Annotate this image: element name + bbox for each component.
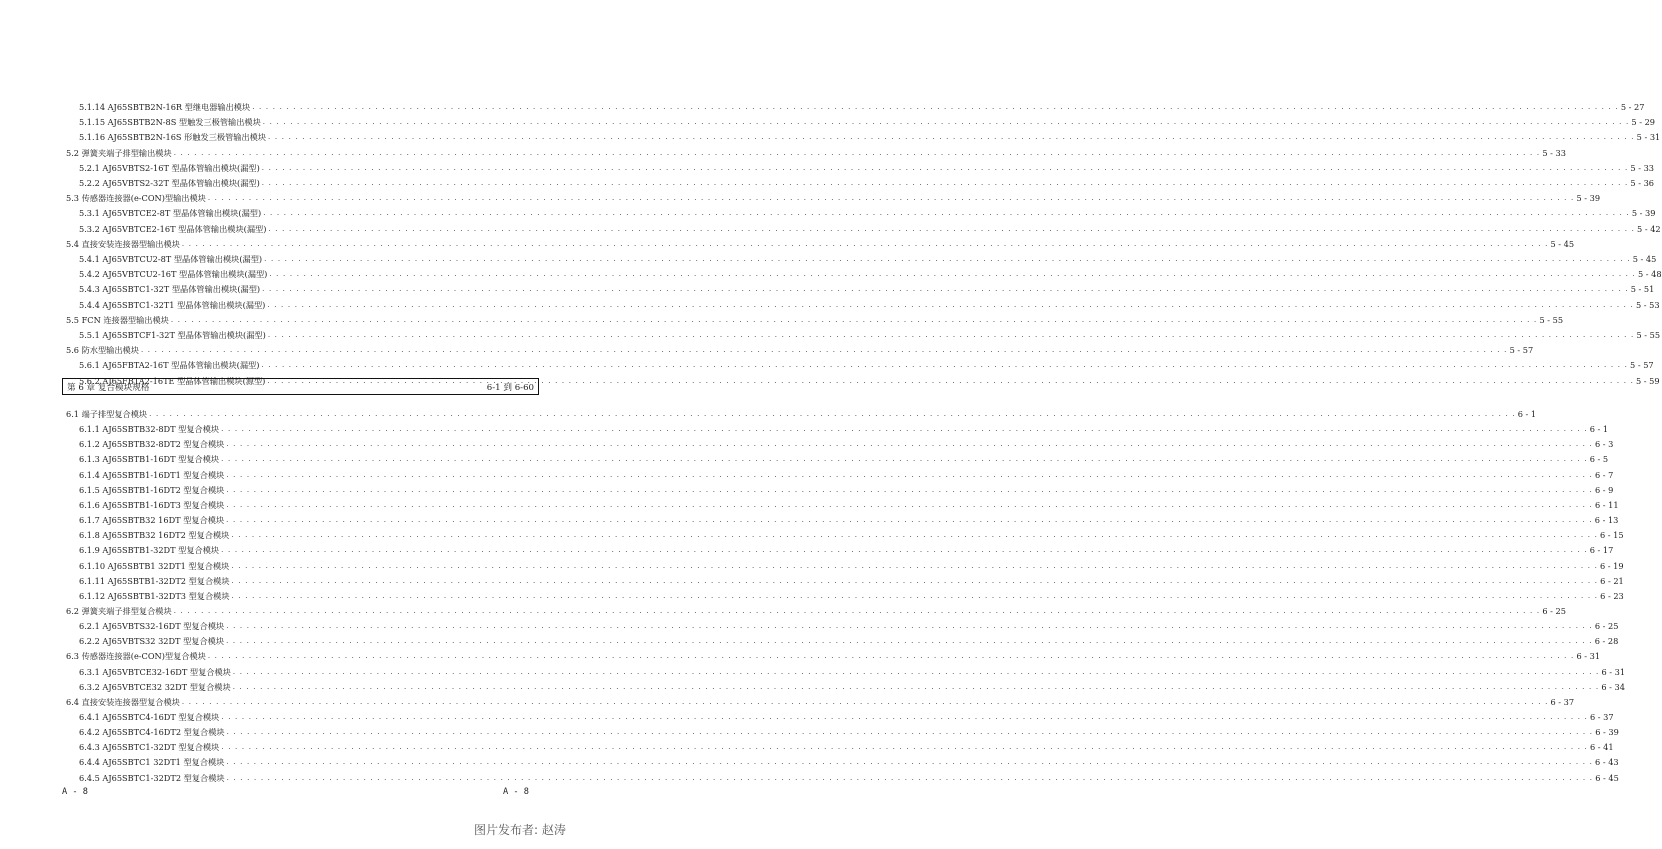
toc-entry[interactable] bbox=[79, 468, 1614, 482]
toc-entry-label: 5.4 直接安装连接器型输出模块 bbox=[66, 238, 180, 249]
dot-leader: . . . . . . . . . . . . . . . . . . . . . . . . . . . . . . . . . . . . . . . . . . . . . . . . . . . . . . . . . . . . . . . . . . . . . . . . . . . . . . . . . . . . . . . . . . . . . . . . . . . . . . . . . . . . . . . . . . . . . . . . . . . . . . . . . . . . . . . . . . . . . . . . . . . . . . . . . . . . . . . . . . . . . . . . . . . . . . . . . . . . . . . . . . . . . . . . . . . . . . . . bbox=[268, 133, 1635, 142]
toc-entry-page: 5 - 39 bbox=[1631, 208, 1656, 219]
dot-leader: . . . . . . . . . . . . . . . . . . . . . . . . . . . . . . . . . . . . . . . . . . . . . . . . . . . . . . . . . . . . . . . . . . . . . . . . . . . . . . . . . . . . . . . . . . . . . . . . . . . . . . . . . . . . . . . . . . . . . . . . . . . . . . . . . . . . . . . . . . . . . . . . . . . . . . . . . . . . . . . . . . . . . . . . . . . . . . . . . . . . . . . . . . . . . . . . . . . . . . . . bbox=[261, 361, 1629, 370]
toc-entry-label: 6.1.7 AJ65SBTB32 16DT 型复合模块 bbox=[79, 515, 225, 526]
toc-entry[interactable] bbox=[79, 528, 1624, 542]
dot-leader: . . . . . . . . . . . . . . . . . . . . . . . . . . . . . . . . . . . . . . . . . . . . . . . . . . . . . . . . . . . . . . . . . . . . . . . . . . . . . . . . . . . . . . . . . . . . . . . . . . . . . . . . . . . . . . . . . . . . . . . . . . . . . . . . . . . . . . . . . . . . . . . . . . . . . . . . . . . . . . . . . . . . . . . . . . . . . . . . . . . . . . . . . . . . . . . . . . . . . . . . bbox=[226, 440, 1593, 449]
dot-leader: . . . . . . . . . . . . . . . . . . . . . . . . . . . . . . . . . . . . . . . . . . . . . . . . . . . . . . . . . . . . . . . . . . . . . . . . . . . . . . . . . . . . . . . . . . . . . . . . . . . . . . . . . . . . . . . . . . . . . . . . . . . . . . . . . . . . . . . . . . . . . . . . . . . . . . . . . . . . . . . . . . . . . . . . . . . . . . . . . . . . . . . . . . . . . . . . . . . . . . . . bbox=[231, 576, 1599, 585]
dot-leader: . . . . . . . . . . . . . . . . . . . . . . . . . . . . . . . . . . . . . . . . . . . . . . . . . . . . . . . . . . . . . . . . . . . . . . . . . . . . . . . . . . . . . . . . . . . . . . . . . . . . . . . . . . . . . . . . . . . . . . . . . . . . . . . . . . . . . . . . . . . . . . . . . . . . . . . . . . . . . . . . . . . . . . . . . . . . . . . . . . . . . . . . . . . . . . . . . . . . . . . . bbox=[232, 667, 1600, 676]
toc-entry-label: 5.3.1 AJ65VBTCE2-8T 型晶体管输出模块(漏型) bbox=[79, 208, 262, 219]
dot-leader: . . . . . . . . . . . . . . . . . . . . . . . . . . . . . . . . . . . . . . . . . . . . . . . . . . . . . . . . . . . . . . . . . . . . . . . . . . . . . . . . . . . . . . . . . . . . . . . . . . . . . . . . . . . . . . . . . . . . . . . . . . . . . . . . . . . . . . . . . . . . . . . . . . . . . . . . . . . . . . . . . . . . . . . . . . . . . . . . . . . . . . . . . . . . . . . . . . . . . . . . bbox=[207, 194, 1575, 203]
toc-entry-label: 5.2 弹簧夹端子排型输出模块 bbox=[66, 147, 172, 158]
chapter-6-heading bbox=[62, 378, 539, 395]
page-number-left: A - 8 bbox=[62, 787, 88, 797]
toc-entry-label: 6.1.8 AJ65SBTB32 16DT2 型复合模块 bbox=[79, 530, 230, 541]
toc-entry[interactable] bbox=[66, 313, 1564, 327]
toc-entry-page: 5 - 48 bbox=[1637, 269, 1662, 280]
toc-entry[interactable] bbox=[79, 559, 1624, 573]
toc-entry-label: 6.1.11 AJ65SBTB1-32DT2 型复合模块 bbox=[79, 575, 230, 586]
toc-entry-page: 6 - 41 bbox=[1589, 742, 1614, 753]
toc-entry-label: 6.4.1 AJ65SBTC4-16DT 型复合模块 bbox=[79, 712, 220, 722]
toc-entry-label: 6.1.9 AJ65SBTB1-32DT 型复合模块 bbox=[79, 545, 220, 556]
toc-entry[interactable] bbox=[79, 634, 1619, 648]
toc-entry-page: 6 - 25 bbox=[1594, 621, 1619, 632]
toc-entry[interactable] bbox=[79, 437, 1614, 451]
dot-leader: . . . . . . . . . . . . . . . . . . . . . . . . . . . . . . . . . . . . . . . . . . . . . . . . . . . . . . . . . . . . . . . . . . . . . . . . . . . . . . . . . . . . . . . . . . . . . . . . . . . . . . . . . . . . . . . . . . . . . . . . . . . . . . . . . . . . . . . . . . . . . . . . . . . . . . . . . . . . . . . . . . . . . . . . . . . . . . . . . . . . . . . . . . . . . . . . . . . . . . . . bbox=[252, 103, 1619, 111]
dot-leader: . . . . . . . . . . . . . . . . . . . . . . . . . . . . . . . . . . . . . . . . . . . . . . . . . . . . . . . . . . . . . . . . . . . . . . . . . . . . . . . . . . . . . . . . . . . . . . . . . . . . . . . . . . . . . . . . . . . . . . . . . . . . . . . . . . . . . . . . . . . . . . . . . . . . . . . . . . . . . . . . . . . . . . . . . . . . . . . . . . . . . . . . . . . . . . . . . . . . . . . . bbox=[221, 743, 1588, 752]
toc-entry[interactable] bbox=[79, 665, 1626, 679]
toc-entry-label: 6.3.2 AJ65VBTCE32 32DT 型复合模块 bbox=[79, 681, 231, 692]
toc-entry[interactable] bbox=[79, 282, 1655, 296]
toc-entry-label: 5.1.16 AJ65SBTB2N-16S 形触发三极管输出模块 bbox=[79, 132, 267, 143]
toc-entry-page: 6 - 34 bbox=[1601, 681, 1625, 692]
toc-entry-page: 5 - 45 bbox=[1550, 238, 1575, 249]
dot-leader: . . . . . . . . . . . . . . . . . . . . . . . . . . . . . . . . . . . . . . . . . . . . . . . . . . . . . . . . . . . . . . . . . . . . . . . . . . . . . . . . . . . . . . . . . . . . . . . . . . . . . . . . . . . . . . . . . . . . . . . . . . . . . . . . . . . . . . . . . . . . . . . . . . . . . . . . . . . . . . . . . . . . . . . . . . . . . . . . . . . . . . . . . . . . . . . . . . . . . . . . bbox=[140, 346, 1508, 355]
toc-entry-label: 6.4.3 AJ65SBTC1-32DT 型复合模块 bbox=[79, 742, 220, 753]
toc-entry-label: 6.1.5 AJ65SBTB1-16DT2 型复合模块 bbox=[79, 484, 225, 495]
toc-entry-label: 6.1 端子排型复合模块 bbox=[66, 409, 148, 419]
dot-leader: . . . . . . . . . . . . . . . . . . . . . . . . . . . . . . . . . . . . . . . . . . . . . . . . . . . . . . . . . . . . . . . . . . . . . . . . . . . . . . . . . . . . . . . . . . . . . . . . . . . . . . . . . . . . . . . . . . . . . . . . . . . . . . . . . . . . . . . . . . . . . . . . . . . . . . . . . . . . . . . . . . . . . . . . . . . . . . . . . . . . . . . . . . . . . . . . . . . . . . . . bbox=[173, 606, 1541, 615]
toc-entry[interactable] bbox=[79, 589, 1624, 603]
toc-entry-page: 5 - 59 bbox=[1636, 375, 1660, 386]
toc-entry[interactable] bbox=[79, 498, 1619, 512]
toc-entry[interactable] bbox=[79, 206, 1656, 220]
toc-entry-page: 5 - 33 bbox=[1630, 162, 1655, 173]
toc-entry-page: 6 - 17 bbox=[1589, 545, 1614, 556]
toc-entry-label: 5.4.4 AJ65SBTC1-32T1 型晶体管输出模块(漏型) bbox=[79, 299, 266, 310]
toc-entry-label: 6.1.10 AJ65SBTB1 32DT1 型复合模块 bbox=[79, 560, 230, 571]
dot-leader: . . . . . . . . . . . . . . . . . . . . . . . . . . . . . . . . . . . . . . . . . . . . . . . . . . . . . . . . . . . . . . . . . . . . . . . . . . . . . . . . . . . . . . . . . . . . . . . . . . . . . . . . . . . . . . . . . . . . . . . . . . . . . . . . . . . . . . . . . . . . . . . . . . . . . . . . . . . . . . . . . . . . . . . . . . . . . . . . . . . . . . . . . . . . . . . . . . . . . . . . bbox=[263, 209, 1630, 218]
toc-entry-label: 6.1.12 AJ65SBTB1-32DT3 型复合模块 bbox=[79, 590, 230, 601]
toc-entry[interactable] bbox=[79, 710, 1614, 724]
dot-leader: . . . . . . . . . . . . . . . . . . . . . . . . . . . . . . . . . . . . . . . . . . . . . . . . . . . . . . . . . . . . . . . . . . . . . . . . . . . . . . . . . . . . . . . . . . . . . . . . . . . . . . . . . . . . . . . . . . . . . . . . . . . . . . . . . . . . . . . . . . . . . . . . . . . . . . . . . . . . . . . . . . . . . . . . . . . . . . . . . . . . . . . . . . . . . . . . . . . . . . . . bbox=[232, 682, 1600, 691]
toc-entry-page: 6 - 7 bbox=[1594, 469, 1614, 480]
toc-entry-page: 5 - 55 bbox=[1636, 330, 1661, 340]
toc-entry-label: 6.1.4 AJ65SBTB1-16DT1 型复合模块 bbox=[79, 469, 225, 480]
dot-leader: . . . . . . . . . . . . . . . . . . . . . . . . . . . . . . . . . . . . . . . . . . . . . . . . . . . . . . . . . . . . . . . . . . . . . . . . . . . . . . . . . . . . . . . . . . . . . . . . . . . . . . . . . . . . . . . . . . . . . . . . . . . . . . . . . . . . . . . . . . . . . . . . . . . . . . . . . . . . . . . . . . . . . . . . . . . . . . . . . . . . . . . . . . . . . . . . . . . . . . . . bbox=[226, 470, 1593, 479]
dot-leader: . . . . . . . . . . . . . . . . . . . . . . . . . . . . . . . . . . . . . . . . . . . . . . . . . . . . . . . . . . . . . . . . . . . . . . . . . . . . . . . . . . . . . . . . . . . . . . . . . . . . . . . . . . . . . . . . . . . . . . . . . . . . . . . . . . . . . . . . . . . . . . . . . . . . . . . . . . . . . . . . . . . . . . . . . . . . . . . . . . . . . . . . . . . . . . . . . . . . . . . . bbox=[181, 239, 1549, 248]
toc-entry-page: 6 - 28 bbox=[1594, 636, 1619, 647]
toc-entry-label: 5.2.1 AJ65VBTS2-16T 型晶体管输出模块(漏型) bbox=[79, 162, 260, 173]
toc-entry[interactable] bbox=[79, 298, 1660, 312]
dot-leader: . . . . . . . . . . . . . . . . . . . . . . . . . . . . . . . . . . . . . . . . . . . . . . . . . . . . . . . . . . . . . . . . . . . . . . . . . . . . . . . . . . . . . . . . . . . . . . . . . . . . . . . . . . . . . . . . . . . . . . . . . . . . . . . . . . . . . . . . . . . . . . . . . . . . . . . . . . . . . . . . . . . . . . . . . . . . . . . . . . . . . . . . . . . . . . . . . . . . . . . . bbox=[262, 285, 1629, 294]
toc-entry-label: 5.3 传感器连接器(e-CON)型输出模块 bbox=[66, 193, 206, 204]
toc-entry-page: 5 - 39 bbox=[1576, 193, 1601, 204]
chapter-title: 第 6 章 复合模块规格 bbox=[67, 382, 150, 393]
toc-entry-label: 6.2.1 AJ65VBTS32-16DT 型复合模块 bbox=[79, 621, 225, 632]
dot-leader: . . . . . . . . . . . . . . . . . . . . . . . . . . . . . . . . . . . . . . . . . . . . . . . . . . . . . . . . . . . . . . . . . . . . . . . . . . . . . . . . . . . . . . . . . . . . . . . . . . . . . . . . . . . . . . . . . . . . . . . . . . . . . . . . . . . . . . . . . . . . . . . . . . . . . . . . . . . . . . . . . . . . . . . . . . . . . . . . . . . . . . . . . . . . . . . . . . . . . . . . bbox=[231, 561, 1598, 570]
toc-entry-label: 5.6.2 AJ65FBTA2-16TE 型晶体管输出模块(源型) bbox=[79, 375, 266, 386]
dot-leader: . . . . . . . . . . . . . . . . . . . . . . . . . . . . . . . . . . . . . . . . . . . . . . . . . . . . . . . . . . . . . . . . . . . . . . . . . . . . . . . . . . . . . . . . . . . . . . . . . . . . . . . . . . . . . . . . . . . . . . . . . . . . . . . . . . . . . . . . . . . . . . . . . . . . . . . . . . . . . . . . . . . . . . . . . . . . . . . . . . . . . . . . . . . . . . . . . . . . . . . . bbox=[226, 637, 1593, 646]
toc-entry-page: 5 - 57 bbox=[1630, 360, 1654, 371]
toc-entry[interactable] bbox=[79, 680, 1625, 694]
toc-entry-label: 6.2.2 AJ65VBTS32 32DT 型复合模块 bbox=[79, 636, 225, 647]
toc-entry[interactable] bbox=[79, 574, 1624, 588]
toc-entry[interactable] bbox=[79, 755, 1619, 769]
toc-entry[interactable] bbox=[79, 358, 1654, 372]
toc-entry[interactable] bbox=[79, 422, 1609, 436]
dot-leader: . . . . . . . . . . . . . . . . . . . . . . . . . . . . . . . . . . . . . . . . . . . . . . . . . . . . . . . . . . . . . . . . . . . . . . . . . . . . . . . . . . . . . . . . . . . . . . . . . . . . . . . . . . . . . . . . . . . . . . . . . . . . . . . . . . . . . . . . . . . . . . . . . . . . . . . . . . . . . . . . . . . . . . . . . . . . . . . . . . . . . . . . . . . . . . . . . . . . . . . . bbox=[264, 255, 1631, 263]
toc-entry[interactable] bbox=[66, 343, 1534, 357]
dot-leader: . . . . . . . . . . . . . . . . . . . . . . . . . . . . . . . . . . . . . . . . . . . . . . . . . . . . . . . . . . . . . . . . . . . . . . . . . . . . . . . . . . . . . . . . . . . . . . . . . . . . . . . . . . . . . . . . . . . . . . . . . . . . . . . . . . . . . . . . . . . . . . . . . . . . . . . . . . . . . . . . . . . . . . . . . . . . . . . . . . . . . . . . . . . . . . . . . . . . . . . . bbox=[261, 179, 1629, 187]
toc-entry[interactable] bbox=[79, 328, 1661, 342]
toc-entry[interactable] bbox=[79, 130, 1661, 144]
toc-entry-label: 5.5.1 AJ65SBTCF1-32T 型晶体管输出模块(漏型) bbox=[79, 330, 266, 340]
toc-entry-page: 6 - 31 bbox=[1576, 651, 1601, 662]
toc-entry-label: 6.4.4 AJ65SBTC1 32DT1 型复合模块 bbox=[79, 757, 225, 768]
toc-entry[interactable] bbox=[79, 115, 1656, 129]
dot-leader: . . . . . . . . . . . . . . . . . . . . . . . . . . . . . . . . . . . . . . . . . . . . . . . . . . . . . . . . . . . . . . . . . . . . . . . . . . . . . . . . . . . . . . . . . . . . . . . . . . . . . . . . . . . . . . . . . . . . . . . . . . . . . . . . . . . . . . . . . . . . . . . . . . . . . . . . . . . . . . . . . . . . . . . . . . . . . . . . . . . . . . . . . . . . . . . . . . . . . . . . bbox=[221, 546, 1588, 555]
toc-entry-label: 5.5 FCN 连接器型输出模块 bbox=[66, 314, 169, 325]
toc-entry[interactable] bbox=[66, 695, 1575, 709]
dot-leader: . . . . . . . . . . . . . . . . . . . . . . . . . . . . . . . . . . . . . . . . . . . . . . . . . . . . . . . . . . . . . . . . . . . . . . . . . . . . . . . . . . . . . . . . . . . . . . . . . . . . . . . . . . . . . . . . . . . . . . . . . . . . . . . . . . . . . . . . . . . . . . . . . . . . . . . . . . . . . . . . . . . . . . . . . . . . . . . . . . . . . . . . . . . . . . . . . . . . . . . . bbox=[221, 713, 1588, 721]
toc-entry-label: 6.4.2 AJ65SBTC4-16DT2 型复合模块 bbox=[79, 727, 225, 738]
toc-entry[interactable] bbox=[66, 237, 1575, 251]
toc-entry-page: 5 - 36 bbox=[1630, 178, 1655, 188]
toc-entry-page: 6 - 43 bbox=[1595, 757, 1619, 768]
toc-entry[interactable] bbox=[66, 146, 1566, 160]
dot-leader: . . . . . . . . . . . . . . . . . . . . . . . . . . . . . . . . . . . . . . . . . . . . . . . . . . . . . . . . . . . . . . . . . . . . . . . . . . . . . . . . . . . . . . . . . . . . . . . . . . . . . . . . . . . . . . . . . . . . . . . . . . . . . . . . . . . . . . . . . . . . . . . . . . . . . . . . . . . . . . . . . . . . . . . . . . . . . . . . . . . . . . . . . . . . . . . . . . . . . . . . bbox=[149, 410, 1516, 418]
toc-entry-page: 6 - 25 bbox=[1542, 605, 1566, 616]
dot-leader: . . . . . . . . . . . . . . . . . . . . . . . . . . . . . . . . . . . . . . . . . . . . . . . . . . . . . . . . . . . . . . . . . . . . . . . . . . . . . . . . . . . . . . . . . . . . . . . . . . . . . . . . . . . . . . . . . . . . . . . . . . . . . . . . . . . . . . . . . . . . . . . . . . . . . . . . . . . . . . . . . . . . . . . . . . . . . . . . . . . . . . . . . . . . . . . . . . . . . . . . bbox=[267, 331, 1635, 339]
toc-entry[interactable] bbox=[66, 407, 1537, 421]
toc-entry-label: 5.1.14 AJ65SBTB2N-16R 型继电器输出模块 bbox=[79, 102, 251, 112]
toc-entry-page: 6 - 19 bbox=[1600, 560, 1624, 571]
dot-leader: . . . . . . . . . . . . . . . . . . . . . . . . . . . . . . . . . . . . . . . . . . . . . . . . . . . . . . . . . . . . . . . . . . . . . . . . . . . . . . . . . . . . . . . . . . . . . . . . . . . . . . . . . . . . . . . . . . . . . . . . . . . . . . . . . . . . . . . . . . . . . . . . . . . . . . . . . . . . . . . . . . . . . . . . . . . . . . . . . . . . . . . . . . . . . . . . . . . . . . . . bbox=[268, 224, 1636, 233]
toc-entry-label: 6.1.3 AJ65SBTB1-16DT 型复合模块 bbox=[79, 454, 220, 465]
toc-entry[interactable] bbox=[79, 740, 1614, 754]
page-number-right: A - 8 bbox=[503, 787, 529, 797]
toc-entry-page: 6 - 31 bbox=[1601, 666, 1626, 677]
toc-entry-page: 6 - 21 bbox=[1600, 575, 1624, 586]
toc-entry-page: 6 - 15 bbox=[1600, 530, 1624, 541]
dot-leader: . . . . . . . . . . . . . . . . . . . . . . . . . . . . . . . . . . . . . . . . . . . . . . . . . . . . . . . . . . . . . . . . . . . . . . . . . . . . . . . . . . . . . . . . . . . . . . . . . . . . . . . . . . . . . . . . . . . . . . . . . . . . . . . . . . . . . . . . . . . . . . . . . . . . . . . . . . . . . . . . . . . . . . . . . . . . . . . . . . . . . . . . . . . . . . . . . . . . . . . . bbox=[207, 652, 1575, 661]
toc-entry-page: 5 - 31 bbox=[1636, 132, 1661, 143]
dot-leader: . . . . . . . . . . . . . . . . . . . . . . . . . . . . . . . . . . . . . . . . . . . . . . . . . . . . . . . . . . . . . . . . . . . . . . . . . . . . . . . . . . . . . . . . . . . . . . . . . . . . . . . . . . . . . . . . . . . . . . . . . . . . . . . . . . . . . . . . . . . . . . . . . . . . . . . . . . . . . . . . . . . . . . . . . . . . . . . . . . . . . . . . . . . . . . . . . . . . . . . . bbox=[173, 148, 1541, 157]
toc-entry-label: 5.6.1 AJ65FBTA2-16T 型晶体管输出模块(漏型) bbox=[79, 360, 260, 371]
toc-entry[interactable] bbox=[66, 649, 1601, 663]
dot-leader: . . . . . . . . . . . . . . . . . . . . . . . . . . . . . . . . . . . . . . . . . . . . . . . . . . . . . . . . . . . . . . . . . . . . . . . . . . . . . . . . . . . . . . . . . . . . . . . . . . . . . . . . . . . . . . . . . . . . . . . . . . . . . . . . . . . . . . . . . . . . . . . . . . . . . . . . . . . . . . . . . . . . . . . . . . . . . . . . . . . . . . . . . . . . . . . . . . . . . . . . bbox=[226, 516, 1593, 525]
toc-entry-page: 6 - 3 bbox=[1594, 439, 1614, 450]
dot-leader: . . . . . . . . . . . . . . . . . . . . . . . . . . . . . . . . . . . . . . . . . . . . . . . . . . . . . . . . . . . . . . . . . . . . . . . . . . . . . . . . . . . . . . . . . . . . . . . . . . . . . . . . . . . . . . . . . . . . . . . . . . . . . . . . . . . . . . . . . . . . . . . . . . . . . . . . . . . . . . . . . . . . . . . . . . . . . . . . . . . . . . . . . . . . . . . . . . . . . . . . bbox=[267, 300, 1634, 309]
toc-entry[interactable] bbox=[79, 725, 1619, 739]
toc-entry-page: 5 - 55 bbox=[1539, 314, 1564, 325]
dot-leader: . . . . . . . . . . . . . . . . . . . . . . . . . . . . . . . . . . . . . . . . . . . . . . . . . . . . . . . . . . . . . . . . . . . . . . . . . . . . . . . . . . . . . . . . . . . . . . . . . . . . . . . . . . . . . . . . . . . . . . . . . . . . . . . . . . . . . . . . . . . . . . . . . . . . . . . . . . . . . . . . . . . . . . . . . . . . . . . . . . . . . . . . . . . . . . . . . . . . . . . . bbox=[226, 773, 1594, 782]
publisher-credit: 图片发布者: 赵涛 bbox=[474, 823, 566, 837]
toc-entry-page: 5 - 42 bbox=[1637, 223, 1661, 234]
dot-leader: . . . . . . . . . . . . . . . . . . . . . . . . . . . . . . . . . . . . . . . . . . . . . . . . . . . . . . . . . . . . . . . . . . . . . . . . . . . . . . . . . . . . . . . . . . . . . . . . . . . . . . . . . . . . . . . . . . . . . . . . . . . . . . . . . . . . . . . . . . . . . . . . . . . . . . . . . . . . . . . . . . . . . . . . . . . . . . . . . . . . . . . . . . . . . . . . . . . . . . . . bbox=[221, 455, 1588, 464]
toc-entry[interactable] bbox=[79, 483, 1614, 497]
toc-entry-page: 6 - 1 bbox=[1517, 409, 1537, 419]
toc-entry-page: 6 - 39 bbox=[1595, 727, 1619, 738]
toc-entry-page: 6 - 37 bbox=[1550, 696, 1575, 707]
toc-entry-label: 6.1.6 AJ65SBTB1-16DT3 型复合模块 bbox=[79, 499, 225, 510]
toc-entry-label: 5.4.3 AJ65SBTC1-32T 型晶体管输出模块(漏型) bbox=[79, 284, 261, 295]
toc-entry-page: 5 - 57 bbox=[1509, 345, 1534, 356]
toc-entry-page: 5 - 45 bbox=[1632, 254, 1657, 264]
toc-entry[interactable] bbox=[79, 161, 1655, 175]
dot-leader: . . . . . . . . . . . . . . . . . . . . . . . . . . . . . . . . . . . . . . . . . . . . . . . . . . . . . . . . . . . . . . . . . . . . . . . . . . . . . . . . . . . . . . . . . . . . . . . . . . . . . . . . . . . . . . . . . . . . . . . . . . . . . . . . . . . . . . . . . . . . . . . . . . . . . . . . . . . . . . . . . . . . . . . . . . . . . . . . . . . . . . . . . . . . . . . . . . . . . . . . bbox=[269, 270, 1636, 279]
toc-entry[interactable] bbox=[79, 267, 1662, 281]
toc-entry-page: 6 - 1 bbox=[1589, 424, 1609, 435]
dot-leader: . . . . . . . . . . . . . . . . . . . . . . . . . . . . . . . . . . . . . . . . . . . . . . . . . . . . . . . . . . . . . . . . . . . . . . . . . . . . . . . . . . . . . . . . . . . . . . . . . . . . . . . . . . . . . . . . . . . . . . . . . . . . . . . . . . . . . . . . . . . . . . . . . . . . . . . . . . . . . . . . . . . . . . . . . . . . . . . . . . . . . . . . . . . . . . . . . . . . . . . . bbox=[267, 376, 1634, 385]
toc-entry-label: 6.1.1 AJ65SBTB32-8DT 型复合模块 bbox=[79, 424, 220, 435]
toc-entry-page: 6 - 5 bbox=[1589, 454, 1609, 465]
dot-leader: . . . . . . . . . . . . . . . . . . . . . . . . . . . . . . . . . . . . . . . . . . . . . . . . . . . . . . . . . . . . . . . . . . . . . . . . . . . . . . . . . . . . . . . . . . . . . . . . . . . . . . . . . . . . . . . . . . . . . . . . . . . . . . . . . . . . . . . . . . . . . . . . . . . . . . . . . . . . . . . . . . . . . . . . . . . . . . . . . . . . . . . . . . . . . . . . . . . . . . . . bbox=[226, 622, 1593, 631]
dot-leader: . . . . . . . . . . . . . . . . . . . . . . . . . . . . . . . . . . . . . . . . . . . . . . . . . . . . . . . . . . . . . . . . . . . . . . . . . . . . . . . . . . . . . . . . . . . . . . . . . . . . . . . . . . . . . . . . . . . . . . . . . . . . . . . . . . . . . . . . . . . . . . . . . . . . . . . . . . . . . . . . . . . . . . . . . . . . . . . . . . . . . . . . . . . . . . . . . . . . . . . . bbox=[221, 425, 1588, 434]
toc-entry[interactable] bbox=[66, 191, 1601, 205]
toc-entry-page: 5 - 51 bbox=[1630, 284, 1655, 295]
toc-entry-page: 6 - 45 bbox=[1595, 772, 1619, 783]
toc-entry-page: 6 - 9 bbox=[1594, 484, 1614, 495]
toc-entry-page: 5 - 53 bbox=[1635, 299, 1660, 310]
toc-entry-label: 6.2 弹簧夹端子排型复合模块 bbox=[66, 605, 172, 616]
dot-leader: . . . . . . . . . . . . . . . . . . . . . . . . . . . . . . . . . . . . . . . . . . . . . . . . . . . . . . . . . . . . . . . . . . . . . . . . . . . . . . . . . . . . . . . . . . . . . . . . . . . . . . . . . . . . . . . . . . . . . . . . . . . . . . . . . . . . . . . . . . . . . . . . . . . . . . . . . . . . . . . . . . . . . . . . . . . . . . . . . . . . . . . . . . . . . . . . . . . . . . . . bbox=[226, 758, 1594, 767]
dot-leader: . . . . . . . . . . . . . . . . . . . . . . . . . . . . . . . . . . . . . . . . . . . . . . . . . . . . . . . . . . . . . . . . . . . . . . . . . . . . . . . . . . . . . . . . . . . . . . . . . . . . . . . . . . . . . . . . . . . . . . . . . . . . . . . . . . . . . . . . . . . . . . . . . . . . . . . . . . . . . . . . . . . . . . . . . . . . . . . . . . . . . . . . . . . . . . . . . . . . . . . . bbox=[261, 163, 1629, 172]
toc-entry-label: 5.1.15 AJ65SBTB2N-8S 型触发三极管输出模块 bbox=[79, 117, 261, 128]
toc-entry-label: 6.3.1 AJ65VBTCE32-16DT 型复合模块 bbox=[79, 666, 231, 677]
dot-leader: . . . . . . . . . . . . . . . . . . . . . . . . . . . . . . . . . . . . . . . . . . . . . . . . . . . . . . . . . . . . . . . . . . . . . . . . . . . . . . . . . . . . . . . . . . . . . . . . . . . . . . . . . . . . . . . . . . . . . . . . . . . . . . . . . . . . . . . . . . . . . . . . . . . . . . . . . . . . . . . . . . . . . . . . . . . . . . . . . . . . . . . . . . . . . . . . . . . . . . . . bbox=[226, 500, 1593, 509]
dot-leader: . . . . . . . . . . . . . . . . . . . . . . . . . . . . . . . . . . . . . . . . . . . . . . . . . . . . . . . . . . . . . . . . . . . . . . . . . . . . . . . . . . . . . . . . . . . . . . . . . . . . . . . . . . . . . . . . . . . . . . . . . . . . . . . . . . . . . . . . . . . . . . . . . . . . . . . . . . . . . . . . . . . . . . . . . . . . . . . . . . . . . . . . . . . . . . . . . . . . . . . . bbox=[262, 118, 1630, 127]
toc-entry[interactable] bbox=[66, 604, 1566, 618]
toc-entry[interactable] bbox=[79, 252, 1657, 266]
toc-entry-page: 6 - 37 bbox=[1589, 712, 1614, 722]
toc-entry-label: 5.4.2 AJ65VBTCU2-16T 型晶体管输出模块(漏型) bbox=[79, 269, 268, 280]
toc-entry-page: 5 - 27 bbox=[1620, 102, 1645, 112]
toc-entry[interactable] bbox=[79, 543, 1614, 557]
toc-entry[interactable] bbox=[79, 513, 1619, 527]
toc-entry-label: 6.3 传感器连接器(e-CON)型复合模块 bbox=[66, 651, 206, 662]
toc-entry-label: 5.3.2 AJ65VBTCE2-16T 型晶体管输出模块(漏型) bbox=[79, 223, 267, 234]
toc-entry-label: 5.6 防水型输出模块 bbox=[66, 345, 139, 356]
dot-leader: . . . . . . . . . . . . . . . . . . . . . . . . . . . . . . . . . . . . . . . . . . . . . . . . . . . . . . . . . . . . . . . . . . . . . . . . . . . . . . . . . . . . . . . . . . . . . . . . . . . . . . . . . . . . . . . . . . . . . . . . . . . . . . . . . . . . . . . . . . . . . . . . . . . . . . . . . . . . . . . . . . . . . . . . . . . . . . . . . . . . . . . . . . . . . . . . . . . . . . . . bbox=[170, 315, 1538, 324]
toc-entry-label: 6.4 直接安装连接器型复合模块 bbox=[66, 696, 180, 707]
toc-entry[interactable] bbox=[79, 771, 1619, 785]
toc-entry-page: 6 - 23 bbox=[1600, 590, 1624, 601]
toc-entry[interactable] bbox=[79, 619, 1619, 633]
dot-leader: . . . . . . . . . . . . . . . . . . . . . . . . . . . . . . . . . . . . . . . . . . . . . . . . . . . . . . . . . . . . . . . . . . . . . . . . . . . . . . . . . . . . . . . . . . . . . . . . . . . . . . . . . . . . . . . . . . . . . . . . . . . . . . . . . . . . . . . . . . . . . . . . . . . . . . . . . . . . . . . . . . . . . . . . . . . . . . . . . . . . . . . . . . . . . . . . . . . . . . . . bbox=[226, 485, 1593, 494]
dot-leader: . . . . . . . . . . . . . . . . . . . . . . . . . . . . . . . . . . . . . . . . . . . . . . . . . . . . . . . . . . . . . . . . . . . . . . . . . . . . . . . . . . . . . . . . . . . . . . . . . . . . . . . . . . . . . . . . . . . . . . . . . . . . . . . . . . . . . . . . . . . . . . . . . . . . . . . . . . . . . . . . . . . . . . . . . . . . . . . . . . . . . . . . . . . . . . . . . . . . . . . . bbox=[231, 591, 1599, 600]
toc-entry-page: 6 - 13 bbox=[1594, 515, 1619, 526]
toc-entry-page: 5 - 33 bbox=[1542, 147, 1566, 158]
toc-entry-label: 5.2.2 AJ65VBTS2-32T 型晶体管输出模块(漏型) bbox=[79, 178, 260, 188]
toc-entry[interactable] bbox=[79, 176, 1655, 190]
toc-entry-label: 5.4.1 AJ65VBTCU2-8T 型晶体管输出模块(漏型) bbox=[79, 254, 263, 264]
toc-entry[interactable] bbox=[79, 452, 1609, 466]
toc-entry-label: 6.4.5 AJ65SBTC1-32DT2 型复合模块 bbox=[79, 772, 225, 783]
dot-leader: . . . . . . . . . . . . . . . . . . . . . . . . . . . . . . . . . . . . . . . . . . . . . . . . . . . . . . . . . . . . . . . . . . . . . . . . . . . . . . . . . . . . . . . . . . . . . . . . . . . . . . . . . . . . . . . . . . . . . . . . . . . . . . . . . . . . . . . . . . . . . . . . . . . . . . . . . . . . . . . . . . . . . . . . . . . . . . . . . . . . . . . . . . . . . . . . . . . . . . . . bbox=[181, 697, 1549, 706]
toc-entry[interactable] bbox=[79, 222, 1661, 236]
toc-entry-page: 5 - 29 bbox=[1631, 117, 1656, 128]
chapter-page-range: 6-1 到 6-60 bbox=[486, 382, 534, 393]
dot-leader: . . . . . . . . . . . . . . . . . . . . . . . . . . . . . . . . . . . . . . . . . . . . . . . . . . . . . . . . . . . . . . . . . . . . . . . . . . . . . . . . . . . . . . . . . . . . . . . . . . . . . . . . . . . . . . . . . . . . . . . . . . . . . . . . . . . . . . . . . . . . . . . . . . . . . . . . . . . . . . . . . . . . . . . . . . . . . . . . . . . . . . . . . . . . . . . . . . . . . . . . bbox=[231, 531, 1598, 540]
toc-entry-label: 6.1.2 AJ65SBTB32-8DT2 型复合模块 bbox=[79, 439, 225, 450]
dot-leader: . . . . . . . . . . . . . . . . . . . . . . . . . . . . . . . . . . . . . . . . . . . . . . . . . . . . . . . . . . . . . . . . . . . . . . . . . . . . . . . . . . . . . . . . . . . . . . . . . . . . . . . . . . . . . . . . . . . . . . . . . . . . . . . . . . . . . . . . . . . . . . . . . . . . . . . . . . . . . . . . . . . . . . . . . . . . . . . . . . . . . . . . . . . . . . . . . . . . . . . . bbox=[226, 728, 1594, 737]
toc-entry[interactable] bbox=[79, 100, 1645, 114]
toc-entry-page: 6 - 11 bbox=[1594, 499, 1619, 510]
